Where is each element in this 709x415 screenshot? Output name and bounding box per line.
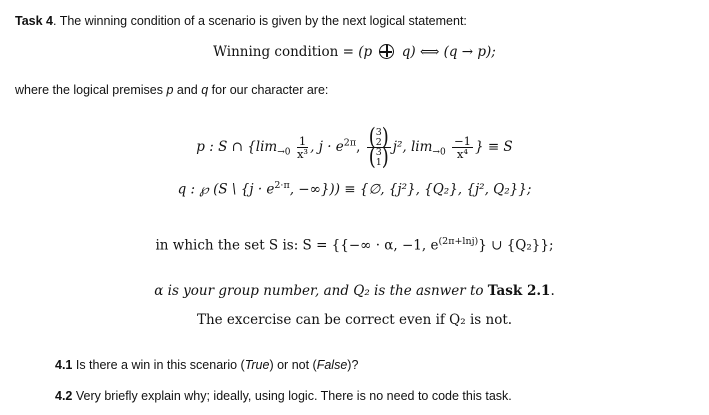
premise-p: p (166, 83, 174, 97)
alpha-line (0, 283, 709, 299)
premises-after: for our character are: (208, 83, 329, 97)
fraction-2 (452, 135, 473, 160)
premises-and: and (173, 83, 202, 97)
set-s-line (0, 236, 709, 254)
q42-num: 4.2 (55, 389, 73, 403)
binom-top-top: 3 (375, 127, 382, 138)
winning-condition: Winning condition = (p q) ⟺ (q → p); (213, 44, 496, 60)
set-text-b: } ∪ {Q₂}}; (478, 237, 554, 254)
q41-text-c: )? (347, 358, 359, 372)
premises-text (15, 83, 709, 97)
question-4-1 (55, 358, 709, 372)
fraction-2-num: −1 (454, 133, 471, 148)
binom-top-bot: 2 (375, 136, 382, 148)
q41-false: False (316, 358, 348, 372)
q-text-b: , −∞})) ≡ {∅, {j²}, {Q₂}, {j², Q₂}}; (289, 181, 532, 198)
q41-true: True (244, 358, 270, 372)
task-intro: . The winning condition of a scenario is given by the next logical statement: (53, 14, 467, 28)
p-exp1: 2π (343, 137, 357, 149)
condition-mid: q) ⟺ (q → p); (401, 44, 496, 60)
set-exp: (2π+lnj) (438, 236, 479, 247)
q42-text: Very briefly explain why; ideally, using logic. There is no need to code this task. (72, 389, 512, 403)
fraction-1-num: 1 (298, 133, 307, 148)
excercise-note: The excercise can be correct even if Q₂ is not. (196, 312, 513, 328)
task-label: Task 4 (15, 14, 53, 28)
q-exp: 2·π (274, 180, 290, 191)
p-start: p : S ∩ {lim (196, 139, 278, 155)
fraction-2-den: x⁴ (456, 147, 469, 161)
p-mid1: , j · e (310, 139, 344, 155)
condition-label: Winning condition (213, 44, 339, 60)
task-heading (15, 14, 709, 28)
task-ref: Task 2.1 (487, 283, 551, 299)
q41-num: 4.1 (55, 358, 73, 372)
p-lim-sub: →0 (277, 147, 291, 158)
alpha-text-a: α is your group number, and Q₂ is the asnwer to (154, 283, 488, 299)
fraction-1-den: x³ (296, 147, 309, 161)
fraction-1 (297, 135, 308, 160)
q-premise-line (0, 180, 709, 198)
premise-q: q (201, 83, 209, 97)
q-text-a: q : ℘ (S \ {j · e (177, 181, 275, 198)
question-4-2 (55, 389, 709, 403)
binom-bot-top: 3 (375, 147, 382, 158)
binom-bot-bot: 1 (375, 156, 382, 168)
p-mid2: j², lim (392, 139, 433, 155)
q41-text-a: Is there a win in this scenario ( (72, 358, 245, 372)
p-end: } ≡ S (474, 139, 513, 155)
set-text-a: in which the set S is: S = {{−∞ · α, −1, e (155, 237, 439, 254)
alpha-text-b: . (550, 283, 555, 299)
q41-text-b: ) or not ( (269, 358, 317, 372)
premises-before: where the logical premises (15, 83, 167, 97)
binomial-fraction: ( 3 2 ) ( 3 1 ) (368, 123, 389, 171)
p-premise-line: p : S ∩ {$\lim_{\to 0}$ $\frac{1}{\text{x³}}$ , $j \cdot e^{2\pi}$, ( 3 2 ) ( 3 1 ) j², $\lim_{\to 0}$ $\frac{-1}{\text{x⁴}}$ } ≡ S (196, 123, 513, 171)
xor-icon (379, 44, 394, 59)
p-lim-sub2: →0 (432, 147, 446, 158)
condition-lhs: (p (358, 44, 373, 60)
